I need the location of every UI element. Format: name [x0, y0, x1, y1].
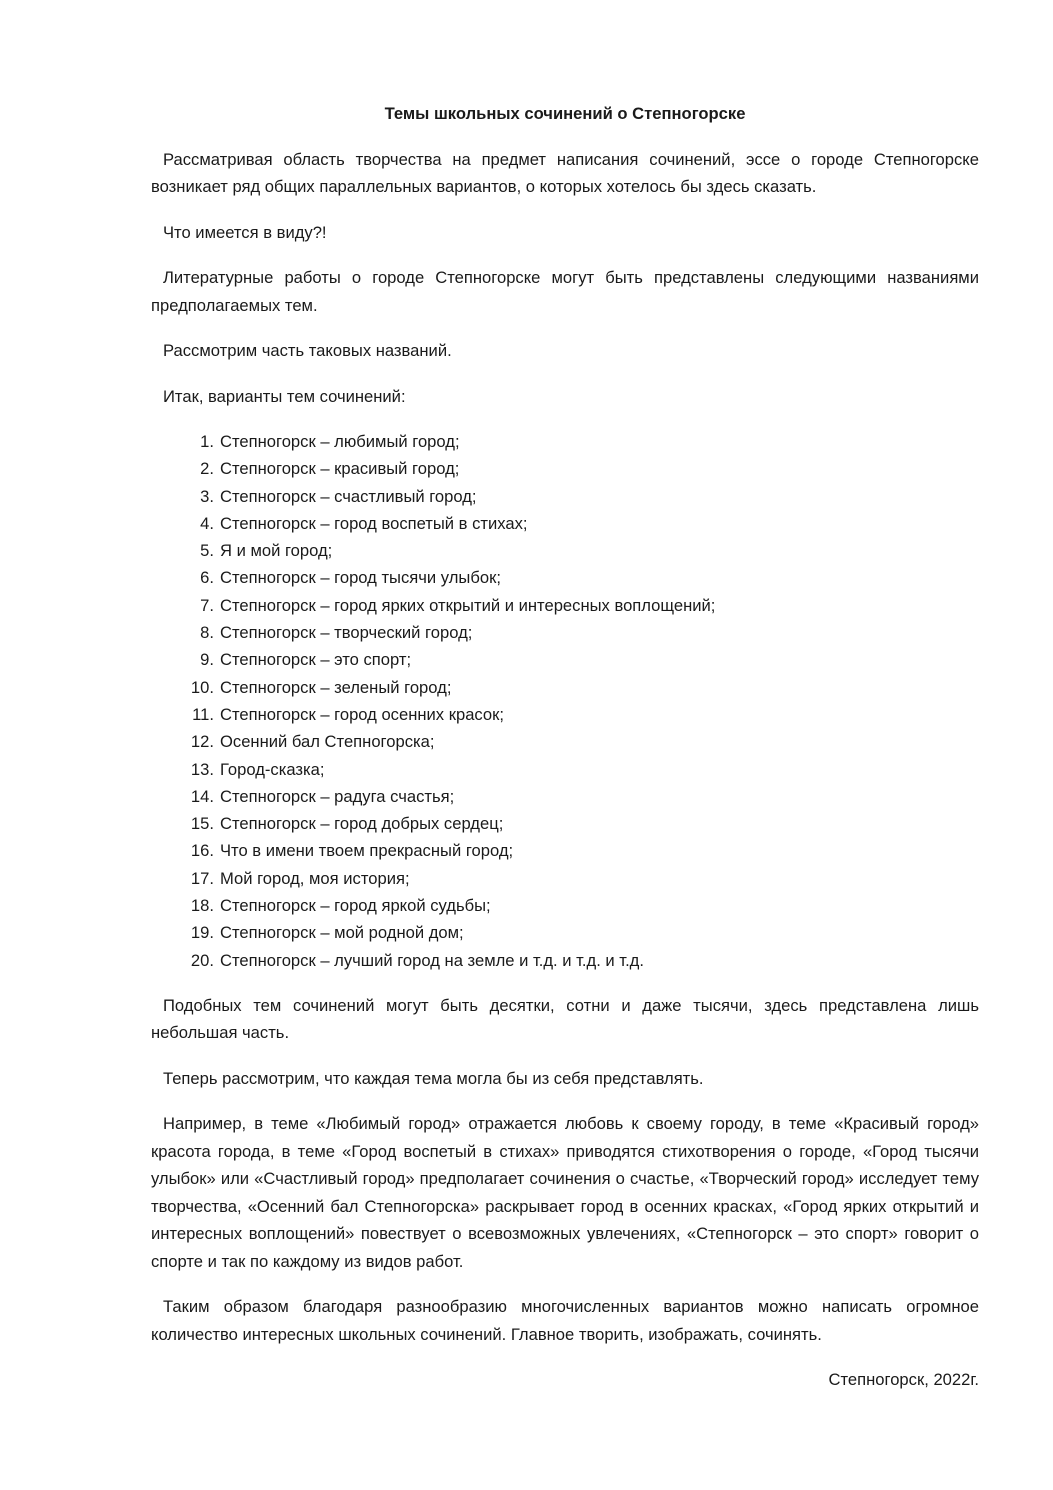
list-item-number: 18.: [190, 896, 214, 916]
list-item: [151, 837, 979, 864]
list-item-text: Степногорск – город добрых сердец;: [220, 814, 504, 834]
intro-paragraph-5: Итак, варианты тем сочинений:: [163, 386, 406, 406]
list-item-text: Степногорск – зеленый город;: [220, 677, 452, 697]
list-item-text: Степногорск – лучший город на земле и т.д. и т.д. и т.д.: [220, 950, 644, 970]
list-item: [151, 728, 979, 755]
list-item-number: 9.: [200, 650, 214, 670]
list-item: [151, 646, 979, 673]
list-item: [151, 783, 979, 810]
closing-paragraph-1: Подобных тем сочинений могут быть десятки, сотни и даже тысячи, здесь представлена лишь небольшая часть.: [151, 995, 979, 1043]
list-item-text: Степногорск – город осенних красок;: [220, 704, 505, 724]
list-item: [151, 892, 979, 919]
list-item-number: 7.: [200, 595, 214, 615]
list-item: [151, 564, 979, 591]
list-item-number: 19.: [190, 923, 214, 943]
list-item-text: Степногорск – город тысячи улыбок;: [220, 568, 501, 588]
list-item: [151, 537, 979, 564]
list-item-number: 6.: [200, 568, 214, 588]
list-item: [151, 510, 979, 537]
list-item-text: Степногорск – любимый город;: [220, 432, 460, 451]
list-item-text: Я и мой город;: [220, 541, 333, 561]
list-item-text: Город-сказка;: [220, 759, 325, 779]
list-item: [151, 455, 979, 482]
list-item: [151, 619, 979, 646]
list-item-number: 3.: [200, 486, 214, 506]
list-item-number: 17.: [190, 868, 214, 888]
topics-list: [151, 428, 979, 974]
list-item-number: 5.: [200, 541, 214, 561]
list-item-number: 11.: [192, 704, 214, 724]
list-item-number: 10.: [190, 677, 214, 697]
list-item-number: 16.: [190, 841, 214, 861]
list-item: [151, 428, 979, 455]
list-item-text: Степногорск – красивый город;: [220, 459, 460, 479]
list-item-number: 13.: [190, 759, 214, 779]
document-page: [151, 100, 979, 1394]
list-item-number: 2.: [200, 459, 214, 479]
list-item-number: 8.: [200, 623, 214, 643]
list-item-text: Что в имени твоем прекрасный город;: [220, 841, 514, 861]
list-item-text: Осенний бал Степногорска;: [220, 732, 435, 752]
intro-paragraph-4: Рассмотрим часть таковых названий.: [163, 341, 452, 360]
list-item-text: Степногорск – радуга счастья;: [220, 786, 455, 806]
list-item-text: Степногорск – город воспетый в стихах;: [220, 513, 528, 533]
list-item: [151, 701, 979, 728]
list-item: [151, 865, 979, 892]
list-item-number: 4.: [200, 513, 214, 533]
list-item-text: Степногорск – счастливый город;: [220, 486, 477, 506]
list-item: [151, 810, 979, 837]
document-signature: Степногорск, 2022г.: [828, 1370, 979, 1390]
list-item-number: 12.: [190, 732, 214, 752]
list-item-text: Степногорск – творческий город;: [220, 623, 473, 643]
list-item-number: 20.: [190, 950, 214, 970]
intro-paragraph-3: Литературные работы о городе Степногорске могут быть представлены следующими названиями предполагаемых тем.: [151, 268, 979, 315]
closing-paragraph-3: Например, в теме «Любимый город» отражается любовь к своему городу, в теме «Красивый город» красота города, в теме «Город воспетый в стихах» приводятся стихотворения о городе, «Город тысячи улыбок» или «Счастливый город» предполагает сочинения о счастье, «Творческий город» исследует тему творчества, «Осенний бал Степногорска» раскрывает город в осенних красках, «Город ярких открытий и интересных воплощений» повествует о всевозможных увлечениях, «Степногорск – это спорт» говорит о спорте и так по каждому из видов работ.: [151, 1114, 979, 1271]
intro-paragraph-1: Рассматривая область творчества на предмет написания сочинений, эссе о городе Степногорске возникает ряд общих параллельных вариантов, о которых хотелось бы здесь сказать.: [151, 149, 979, 196]
list-item-number: 1.: [200, 432, 214, 451]
list-item: [151, 483, 979, 510]
list-item-text: Степногорск – город ярких открытий и интересных воплощений;: [220, 595, 716, 615]
list-item: [151, 947, 979, 974]
document-title: Темы школьных сочинений о Степногорске: [384, 104, 746, 123]
list-item-number: 15.: [190, 814, 214, 834]
list-item: [151, 674, 979, 701]
closing-paragraph-4: Таким образом благодаря разнообразию многочисленных вариантов можно написать огромное количество интересных школьных сочинений. Главное творить, изображать, сочинять.: [151, 1297, 979, 1344]
list-item: [151, 756, 979, 783]
closing-paragraph-2: Теперь рассмотрим, что каждая тема могла бы из себя представлять.: [163, 1068, 704, 1088]
list-item: [151, 919, 979, 946]
list-item-number: 14.: [190, 786, 214, 806]
list-item-text: Мой город, моя история;: [220, 868, 410, 888]
list-item-text: Степногорск – мой родной дом;: [220, 923, 464, 943]
list-item: [151, 592, 979, 619]
list-item-text: Степногорск – город яркой судьбы;: [220, 896, 491, 916]
list-item-text: Степногорск – это спорт;: [220, 650, 412, 670]
intro-paragraph-2: Что имеется в виду?!: [163, 222, 327, 242]
